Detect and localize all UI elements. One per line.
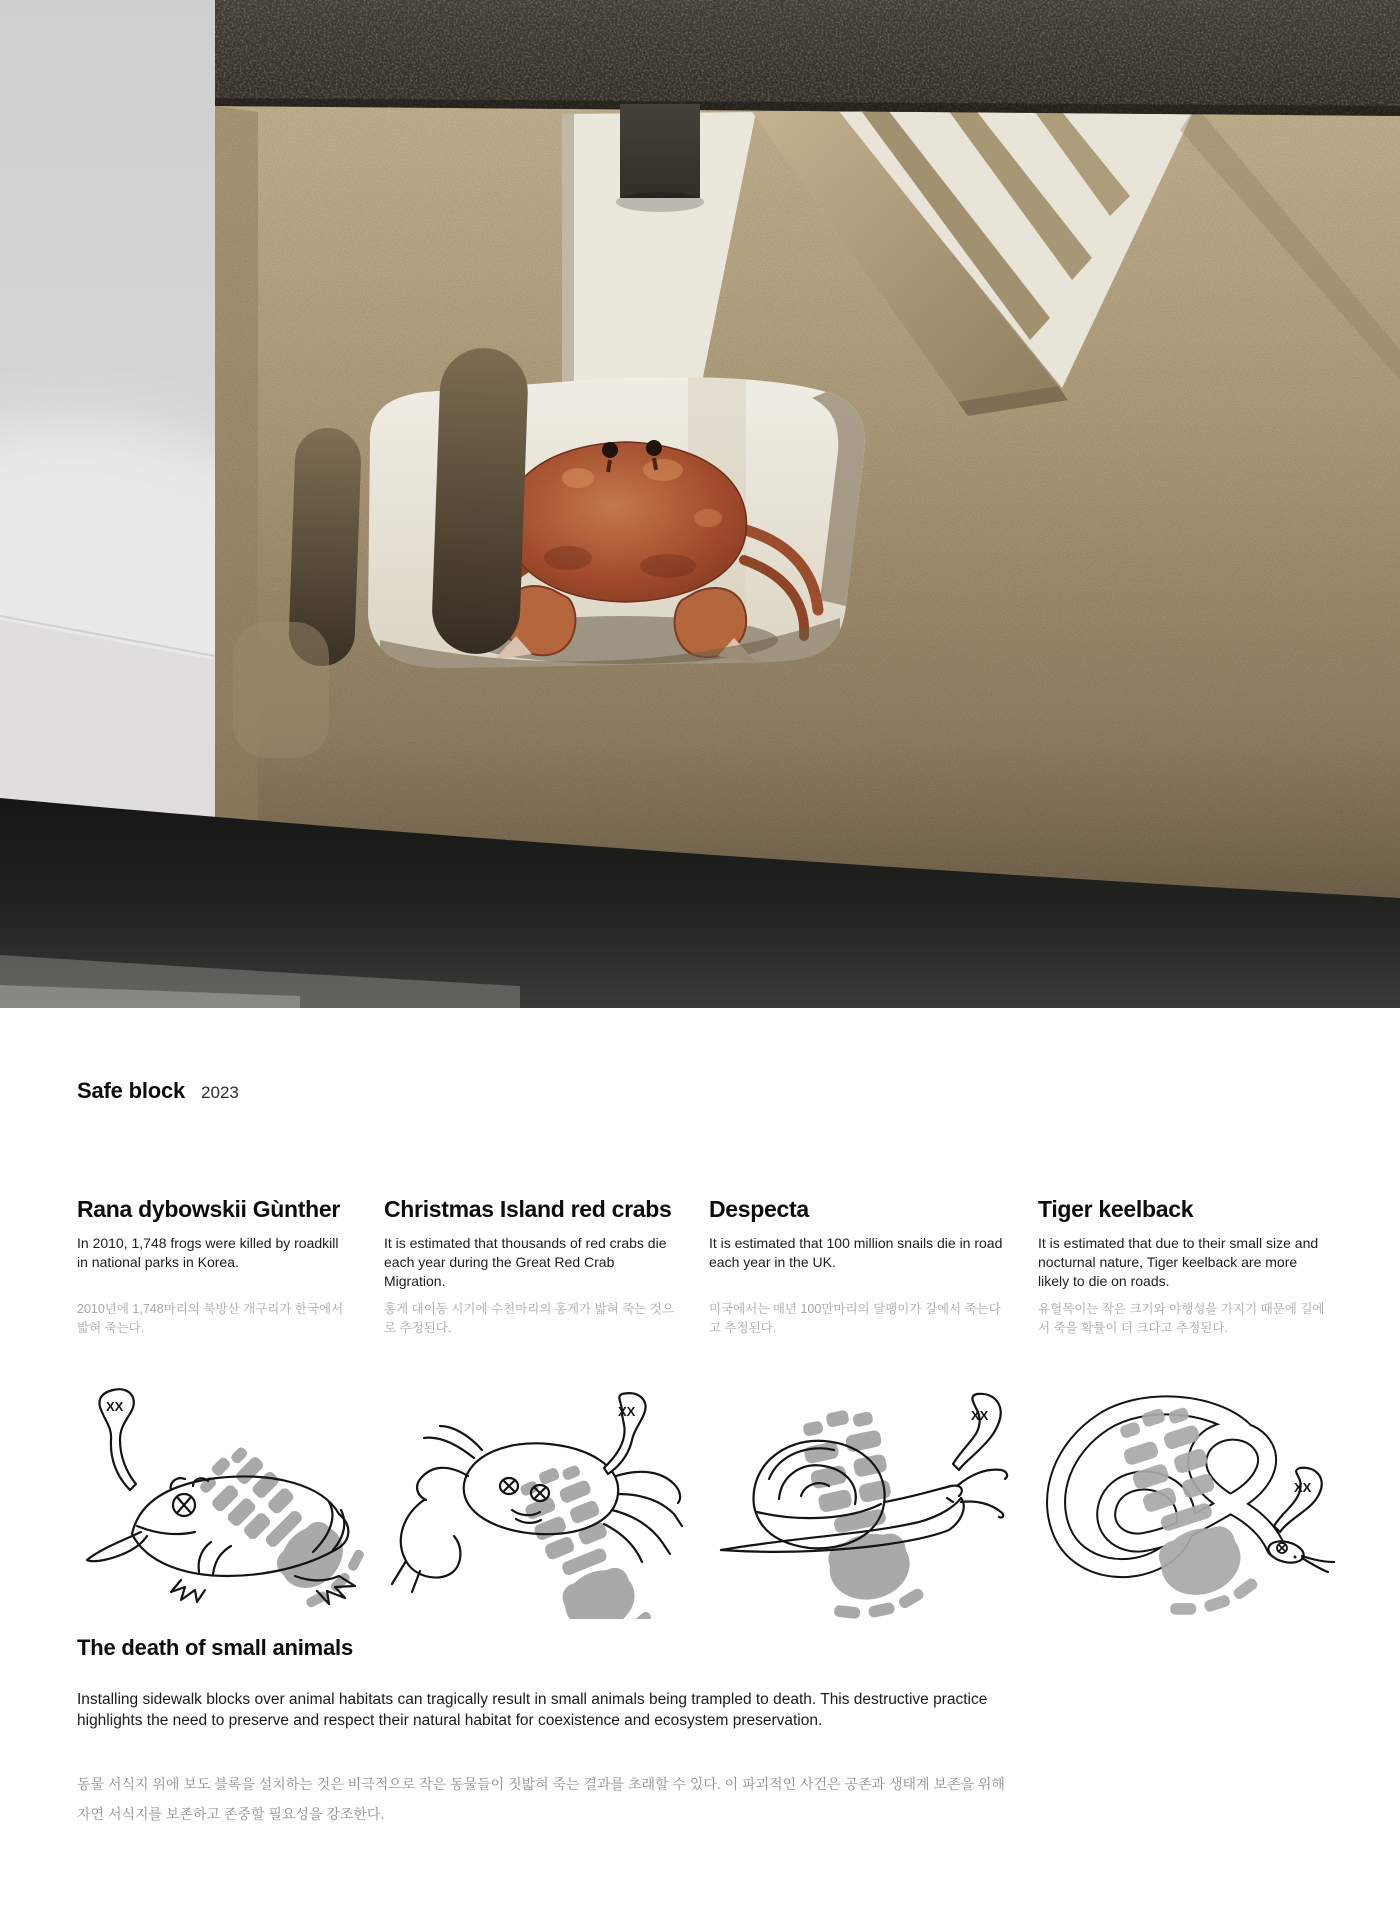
- svg-text:XX: XX: [106, 1399, 124, 1414]
- column-snake: [1038, 1196, 1360, 1338]
- column-body-en: It is estimated that thousands of red crabs die each year during the Great Red Crab Migration.: [384, 1235, 667, 1289]
- soul-icon: [604, 1393, 646, 1474]
- illustration-row: [77, 1384, 1360, 1619]
- column-heading: Despecta: [709, 1196, 809, 1222]
- column-body-ko: 2010년에 1,748마리의 북방산 개구리가 한국에서 밟혀 죽는다.: [77, 1302, 344, 1335]
- footer-heading: The death of small animals: [77, 1635, 353, 1660]
- column-body-ko: 유혈목이는 작은 크기와 야행성을 가지기 때문에 길에서 죽을 확률이 더 크다고 추정된다.: [1038, 1302, 1325, 1335]
- safe-block: [200, 90, 1400, 930]
- snail-illustration: [709, 1384, 1009, 1619]
- snake-illustration: [1038, 1384, 1338, 1619]
- crab-illustration: [384, 1384, 684, 1619]
- content-section: [0, 1078, 1400, 1829]
- svg-text:XX: XX: [1294, 1480, 1312, 1495]
- footer-section: [77, 1635, 1360, 1829]
- soul-icon: [1274, 1468, 1322, 1532]
- column-body-en: In 2010, 1,748 frogs were killed by roadkill in national parks in Korea.: [77, 1235, 339, 1270]
- column-heading: Christmas Island red crabs: [384, 1196, 672, 1222]
- column-body-ko: 미국에서는 매년 100만마리의 달팽이가 길에서 죽는다고 추정된다.: [709, 1302, 1001, 1335]
- animal-columns: [77, 1196, 1360, 1338]
- project-title: Safe block: [77, 1078, 186, 1103]
- soul-icon: [99, 1389, 136, 1490]
- column-body-en: It is estimated that 100 million snails die in road each year in the UK.: [709, 1235, 1003, 1270]
- project-year: 2023: [201, 1083, 239, 1102]
- column-crab: [384, 1196, 709, 1338]
- svg-text:XX: XX: [971, 1408, 989, 1423]
- column-snail: [709, 1196, 1038, 1338]
- column-frog: [77, 1196, 384, 1338]
- column-body-ko: 홍게 대이동 시기에 수천마리의 홍게가 밟혀 죽는 것으로 추정된다.: [384, 1302, 674, 1335]
- column-heading: Rana dybowskii Gùnther: [77, 1196, 341, 1222]
- soul-icon: [953, 1394, 1001, 1470]
- column-body-en: It is estimated that due to their small size and nocturnal nature, Tiger keelback are more likely to die on roads.: [1038, 1235, 1319, 1289]
- frog-illustration: [77, 1384, 377, 1619]
- footer-body-ko: 동물 서식지 위에 보도 블록을 설치하는 것은 비극적으로 작은 동물들이 짓밟혀 죽는 결과를 초래할 수 있다. 이 파괴적인 사건은 공존과 생태계 보존을 위해 자연 서식지를 보존하고 존중할 필요성을 강조한다.: [77, 1776, 1005, 1822]
- project-title-row: [77, 1078, 1360, 1104]
- column-heading: Tiger keelback: [1038, 1196, 1194, 1222]
- snake-head: [1266, 1538, 1334, 1572]
- footer-body-en: Installing sidewalk blocks over animal habitats can tragically result in small animals being trampled to death. This destructive practice highlights the need to preserve and respect their natural habitat for coexistence and ecosystem preservation.: [77, 1691, 988, 1729]
- svg-text:XX: XX: [618, 1404, 636, 1419]
- granite-leg: [620, 104, 700, 198]
